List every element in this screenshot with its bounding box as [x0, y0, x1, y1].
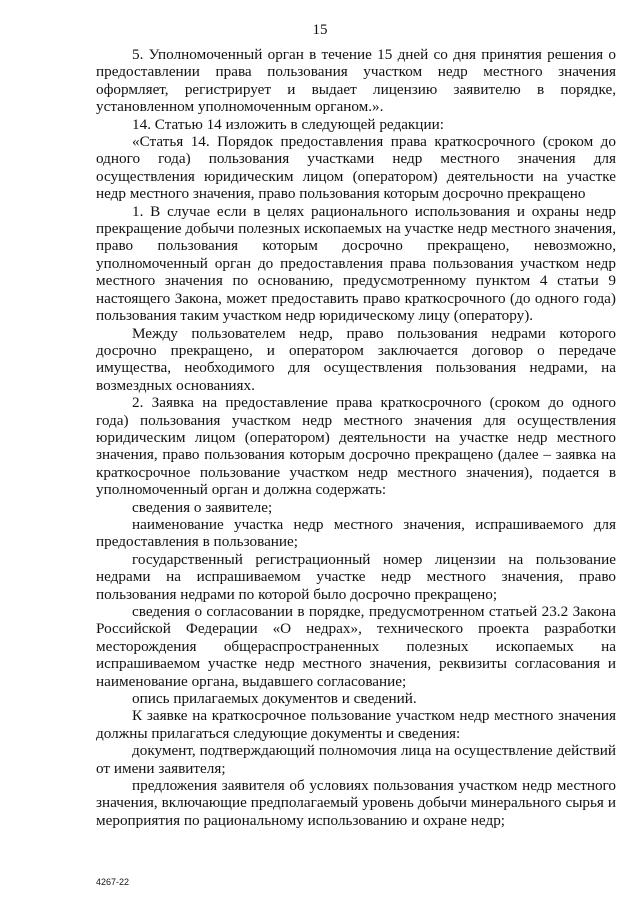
paragraph: 14. Статью 14 изложить в следующей редакции:: [132, 115, 444, 133]
article-heading: «Статья 14. Порядок предоставления права краткосрочного (сроком до одного года) пользования участками недр местного значения для осуществления юридическим лицом (оператором) деятельности на участке недр местного значения, право пользования которым досрочно прекращено: [96, 133, 616, 203]
list-item: сведения о заявителе;: [132, 498, 273, 516]
document-code: 4267-22: [96, 877, 130, 887]
list-item: документ, подтверждающий полномочия лица на осуществление действий от имени заявителя;: [96, 742, 616, 777]
list-item: предложения заявителя об условиях пользования участком недр местного значения, включающие предполагаемый уровень добычи минерального сырья и мероприятия по рациональному использованию и охране недр;: [96, 777, 616, 829]
paragraph: К заявке на краткосрочное пользование участком недр местного значения должны прилагаться следующие документы и сведения:: [96, 707, 616, 742]
paragraph: 1. В случае если в целях рационального использования и охраны недр прекращение добычи полезных ископаемых на участке недр местного значения, право пользования которым досрочно прекращено, невозможно, уполномоченный орган до предоставления права пользования участком недр местного значения по основанию, предусмотренному пунктом 4 статьи 9 настоящего Закона, может предоставить право краткосрочного (до одного года) пользования таким участком недр юридическому лицу (оператору).: [96, 202, 616, 325]
list-item: сведения о согласовании в порядке, предусмотренном статьей 23.2 Закона Российской Федерации «О недрах», технического проекта разработки месторождения общераспространенных полезных ископаемых на испрашиваемом участке недр местного значения, реквизиты согласования и наименование органа, выдавшего согласование;: [96, 603, 616, 690]
paragraph: 5. Уполномоченный орган в течение 15 дней со дня принятия решения о предоставлении права пользования участком недр местного значения оформляет, регистрирует и выдает лицензию заявителю в порядке, установленном уполномоченным органом.».: [96, 46, 616, 116]
paragraph: Между пользователем недр, право пользования недрами которого досрочно прекращено, и оператором заключается договор о передаче имущества, необходимого для осуществления пользования недрами, на возмездных основаниях.: [96, 324, 616, 394]
document-body: [96, 46, 616, 829]
page-number: 15: [312, 22, 328, 38]
paragraph: 2. Заявка на предоставление права краткосрочного (сроком до одного года) пользования участком недр местного значения для осуществления юридическим лицом (оператором) деятельности на участке недр местного значения, право пользования которым досрочно прекращено (далее – заявка на краткосрочное пользование участком недр местного значения), подается в уполномоченный орган и должна содержать:: [96, 394, 616, 499]
list-item: опись прилагаемых документов и сведений.: [132, 690, 417, 708]
list-item: государственный регистрационный номер лицензии на пользование недрами на испрашиваемом участке недр местного значения, право пользования недрами по которой было досрочно прекращено;: [96, 550, 616, 603]
list-item: наименование участка недр местного значения, испрашиваемого для предоставления в пользование;: [96, 515, 616, 551]
